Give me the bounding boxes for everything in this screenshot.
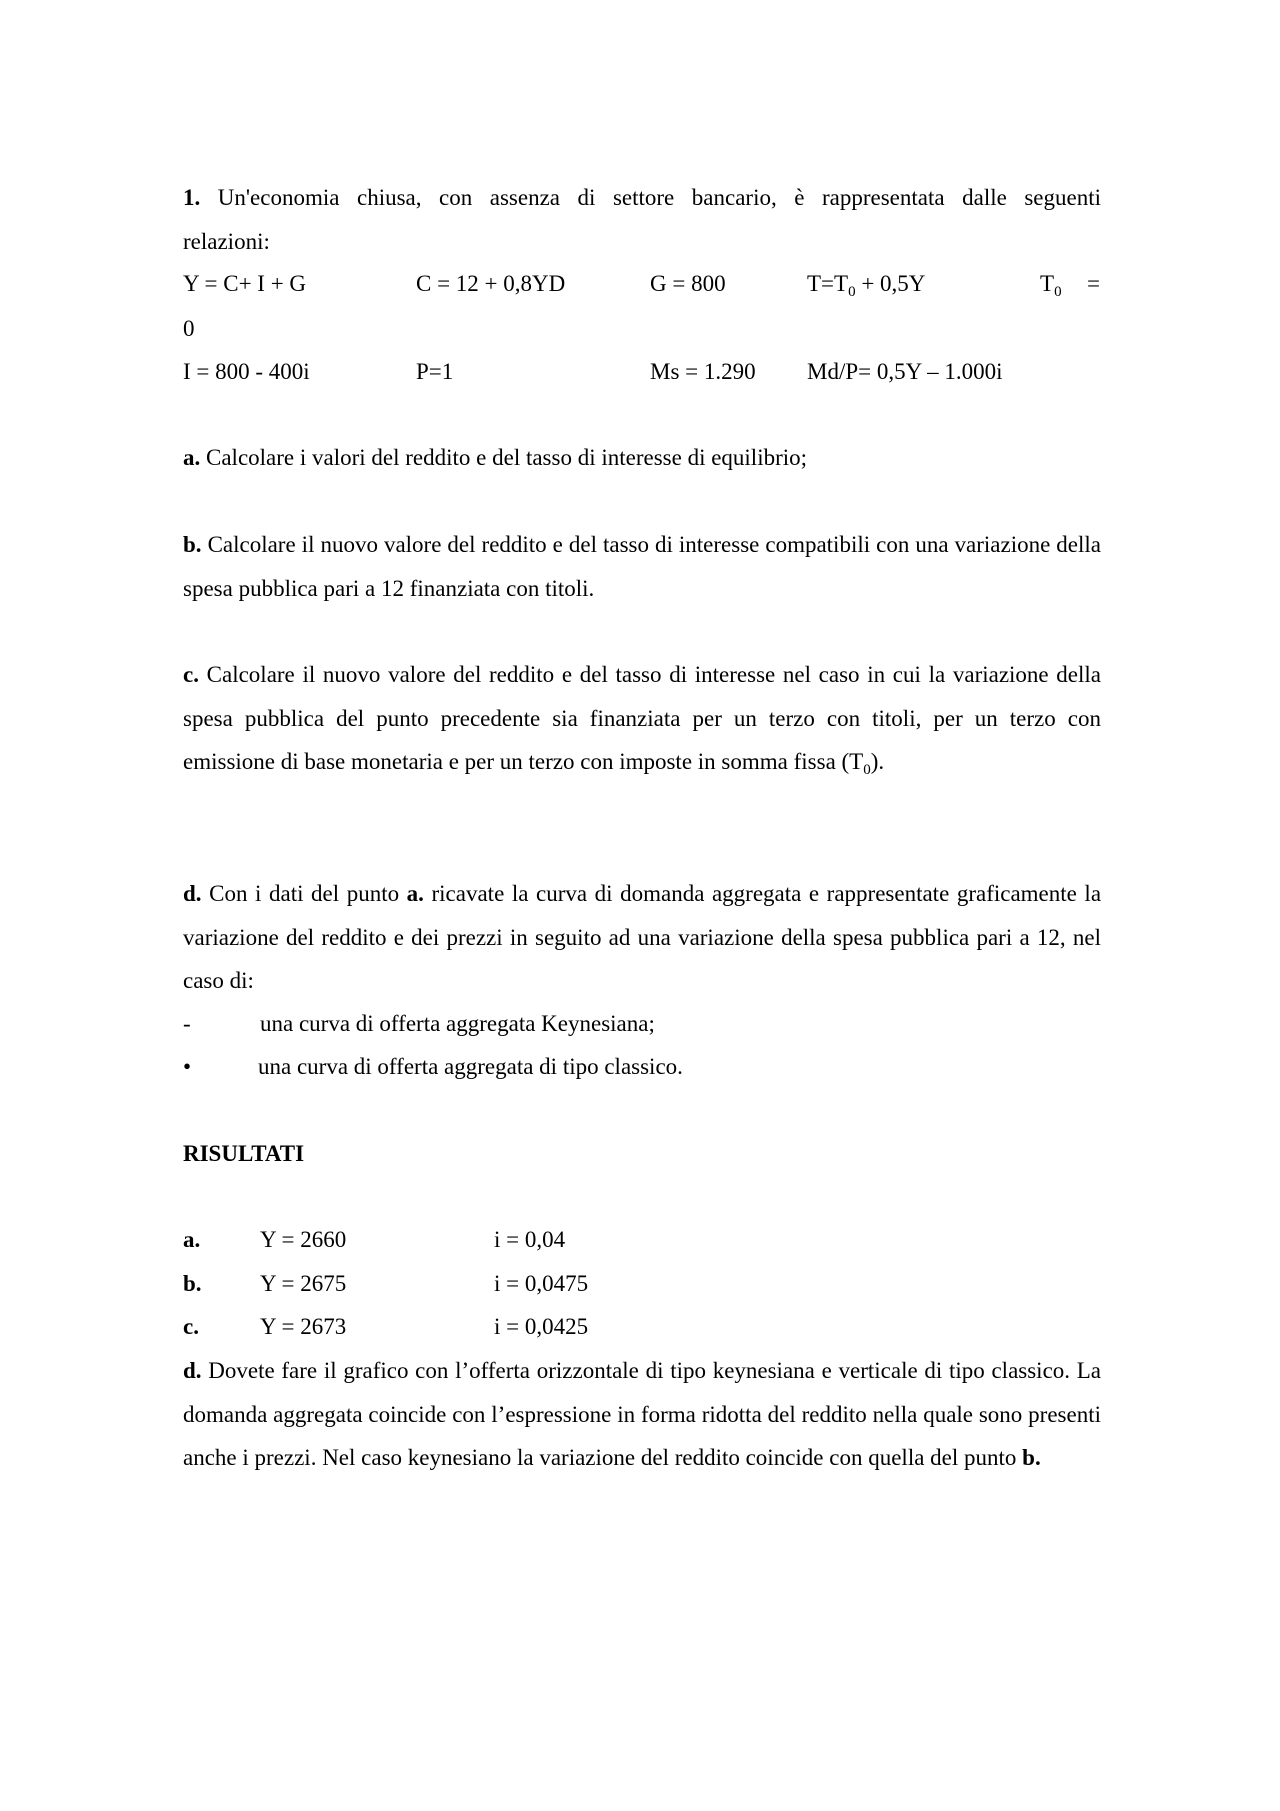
question-a: a. Calcolare i valori del reddito e del tasso di interesse di equilibrio; bbox=[183, 445, 808, 470]
intro-line-2: relazioni: bbox=[183, 228, 270, 254]
question-b: b. Calcolare il nuovo valore del reddito e del tasso di interesse compatibili con una variazione della spesa pubblica pari a 12 finanziata con titoli. bbox=[183, 532, 1102, 601]
eq-c: C = 12 + 0,8YD bbox=[416, 271, 566, 296]
equations-row-1 bbox=[183, 262, 1101, 306]
eq-ms: Ms = 1.290 bbox=[650, 359, 756, 384]
result-row-c: c. Y = 2673 i = 0,0425 bbox=[183, 1314, 589, 1339]
intro-line-1: 1. Un'economia chiusa, con assenza di settore bancario, è rappresentata dalle seguenti bbox=[183, 185, 1102, 210]
dash-bullet: - bbox=[183, 1011, 191, 1036]
problem-number: 1. bbox=[183, 185, 201, 210]
results-heading: RISULTATI bbox=[183, 1141, 305, 1166]
question-d: d. Con i dati del punto a. ricavate la curva di domanda aggregata e rappresentate graficamente la variazione del reddito e dei prezzi in seguito ad una variazione della spesa pubblica pari a 12, nel caso di: bbox=[183, 881, 1102, 993]
eq-g: G = 800 bbox=[650, 271, 726, 296]
question-c: c. Calcolare il nuovo valore del reddito e del tasso di interesse nel caso in cui la variazione della spesa pubblica del punto precedente sia finanziata per un terzo con titoli, per un terzo con emissione di base monetaria e per un terzo con imposte in somma fissa $(T_0)$. bbox=[183, 662, 1102, 778]
eq-t0-value: 0 bbox=[183, 316, 195, 341]
eq-md: Md/P= 0,5Y – 1.000i bbox=[807, 359, 1003, 384]
equations-row-2 bbox=[183, 350, 1101, 394]
eq-t0-equals: = bbox=[1087, 271, 1100, 296]
eq-t0: $T_0$ bbox=[1040, 271, 1062, 300]
list-item: - una curva di offerta aggregata Keynesiana; bbox=[183, 1002, 655, 1046]
eq-t: $T=T_0 + 0,5Y$ bbox=[807, 271, 926, 300]
dot-bullet: • bbox=[183, 1054, 192, 1079]
problem-intro bbox=[183, 176, 1101, 263]
result-row-b: b. Y = 2675 i = 0,0475 bbox=[183, 1271, 589, 1296]
eq-p: P=1 bbox=[416, 359, 454, 384]
eq-i: I = 800 - 400i bbox=[183, 359, 310, 384]
result-d: d. Dovete fare il grafico con l’offerta orizzontale di tipo keynesiana e verticale di tipo classico. La domanda aggregata coincide con l’espressione in forma ridotta del reddito nella quale sono presenti anche i prezzi. Nel caso keynesiano la variazione del reddito coincide con quella del punto b. bbox=[183, 1358, 1101, 1470]
result-row-a: a. Y = 2660 i = 0,04 bbox=[183, 1227, 566, 1252]
list-item: • una curva di offerta aggregata di tipo classico. bbox=[183, 1045, 683, 1089]
eq-y: Y = C+ I + G bbox=[183, 271, 307, 296]
